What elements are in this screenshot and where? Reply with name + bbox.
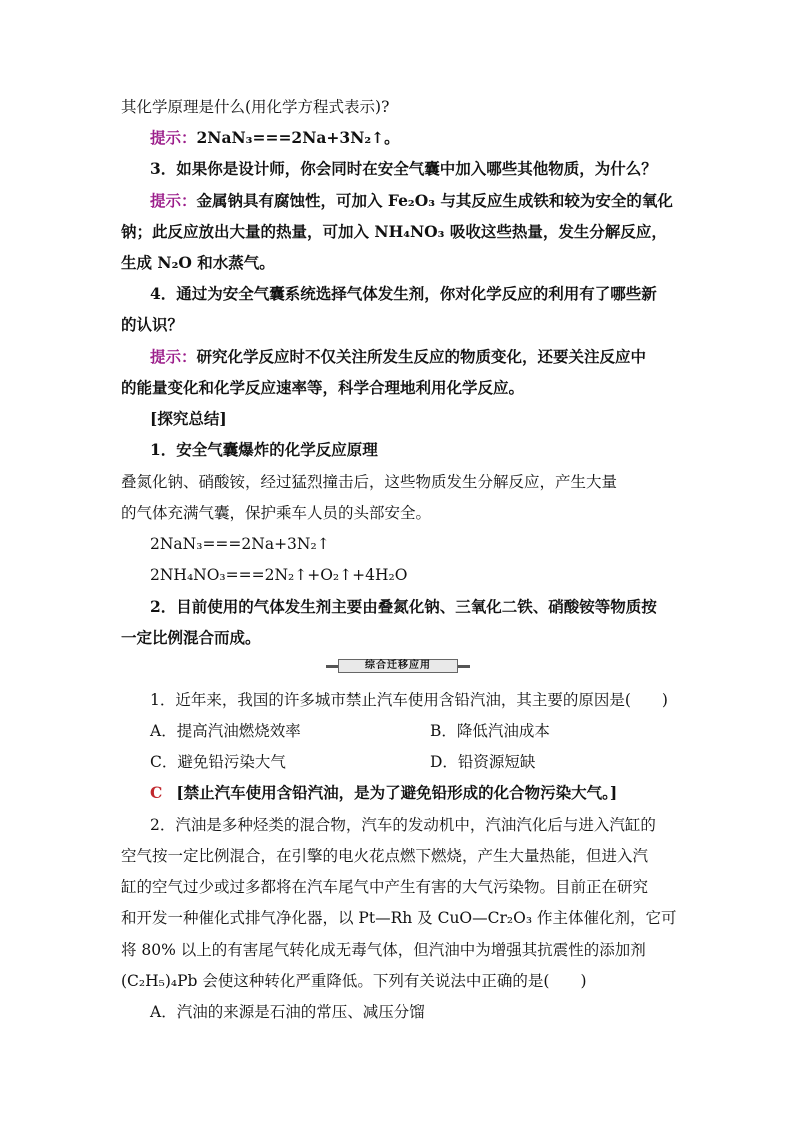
question-4: 4．通过为安全气囊系统选择气体发生剂，你对化学反应的利用有了哪些新: [150, 284, 657, 303]
hint-label: 提示：: [150, 347, 197, 366]
hint-text-continued: 钠；此反应放出大量的热量，可加入 NH₄NO₃ 吸收这些热量，发生分解反应，: [121, 222, 667, 241]
problem-2: 2．汽油是多种烃类的混合物，汽车的发动机中，汽油汽化后与进入汽缸的: [150, 816, 656, 834]
hint-label: 提示：: [150, 128, 197, 147]
option-a: A．提高汽油燃烧效率: [150, 722, 301, 740]
summary-text: 叠氮化钠、硝酸铵，经过猛烈撞击后，这些物质发生分解反应，产生大量: [121, 473, 618, 491]
hint-equation: 2NaN₃===2Na+3N₂↑。: [196, 128, 400, 147]
answer-explanation: [禁止汽车使用含铅汽油，是为了避免铅形成的化合物污染大气。]: [176, 783, 618, 802]
option-a: A．汽油的来源是石油的常压、减压分馏: [150, 1003, 425, 1021]
problem-2-text: 和开发一种催化式排气净化器，以 Pt—Rh 及 CuO—Cr₂O₃ 作主体催化剂，它可: [121, 909, 677, 927]
option-c: C．避免铅污染大气: [150, 753, 286, 771]
problem-2-text: 将 80% 以上的有害尾气转化成无毒气体，但汽油中为增强其抗震性的添加剂: [121, 941, 646, 959]
hint-line: [150, 128, 400, 148]
summary-point-1: 1．安全气囊爆炸的化学反应原理: [150, 440, 378, 459]
summary-text: 一定比例混合而成。: [121, 628, 261, 647]
hint-text-continued: 生成 N₂O 和水蒸气。: [121, 253, 275, 272]
hint-text-continued: 的能量变化和化学反应速率等，科学合理地利用化学反应。: [121, 378, 525, 397]
problem-2-text: (C₂H₅)₄Pb 会使这种转化严重降低。下列有关说法中正确的是( ): [121, 972, 587, 990]
section-heading: [探究总结]: [150, 409, 227, 428]
question-3: 3．如果你是设计师，你会同时在安全气囊中加入哪些其他物质，为什么？: [150, 159, 657, 178]
chemical-equation: 2NH₄NO₃===2N₂↑+O₂↑+4H₂O: [150, 566, 408, 584]
chemical-equation: 2NaN₃===2Na+3N₂↑: [150, 535, 330, 553]
question-4-continued: 的认识？: [121, 315, 184, 334]
option-b: B．降低汽油成本: [430, 722, 550, 740]
option-d: D．铅资源短缺: [430, 753, 536, 771]
question-text-line: 其化学原理是什么(用化学方程式表示)?: [121, 98, 390, 116]
hint-line: [150, 347, 646, 367]
summary-text: 的气体充满气囊，保护乘车人员的头部安全。: [121, 504, 432, 522]
answer-letter: C: [150, 783, 163, 802]
answer-line: [150, 783, 617, 803]
summary-point-2: 2．目前使用的气体发生剂主要由叠氮化钠、三氧化二铁、硝酸铵等物质按: [150, 597, 657, 616]
hint-text: 研究化学反应时不仅关注所发生反应的物质变化，还要关注反应中: [196, 347, 647, 366]
banner-label: 综合迁移应用: [338, 659, 458, 673]
problem-2-text: 缸的空气过少或过多都将在汽车尾气中产生有害的大气污染物。目前正在研究: [121, 878, 649, 896]
hint-text: 金属钠具有腐蚀性，可加入 Fe₂O₃ 与其反应生成铁和较为安全的氧化: [196, 191, 673, 210]
section-banner: [326, 659, 470, 673]
hint-label: 提示：: [150, 191, 197, 210]
problem-2-text: 空气按一定比例混合，在引擎的电火花点燃下燃烧，产生大量热能，但进入汽: [121, 847, 649, 865]
problem-1: 1．近年来，我国的许多城市禁止汽车使用含铅汽油，其主要的原因是( ): [150, 691, 668, 709]
hint-line: [150, 191, 673, 211]
